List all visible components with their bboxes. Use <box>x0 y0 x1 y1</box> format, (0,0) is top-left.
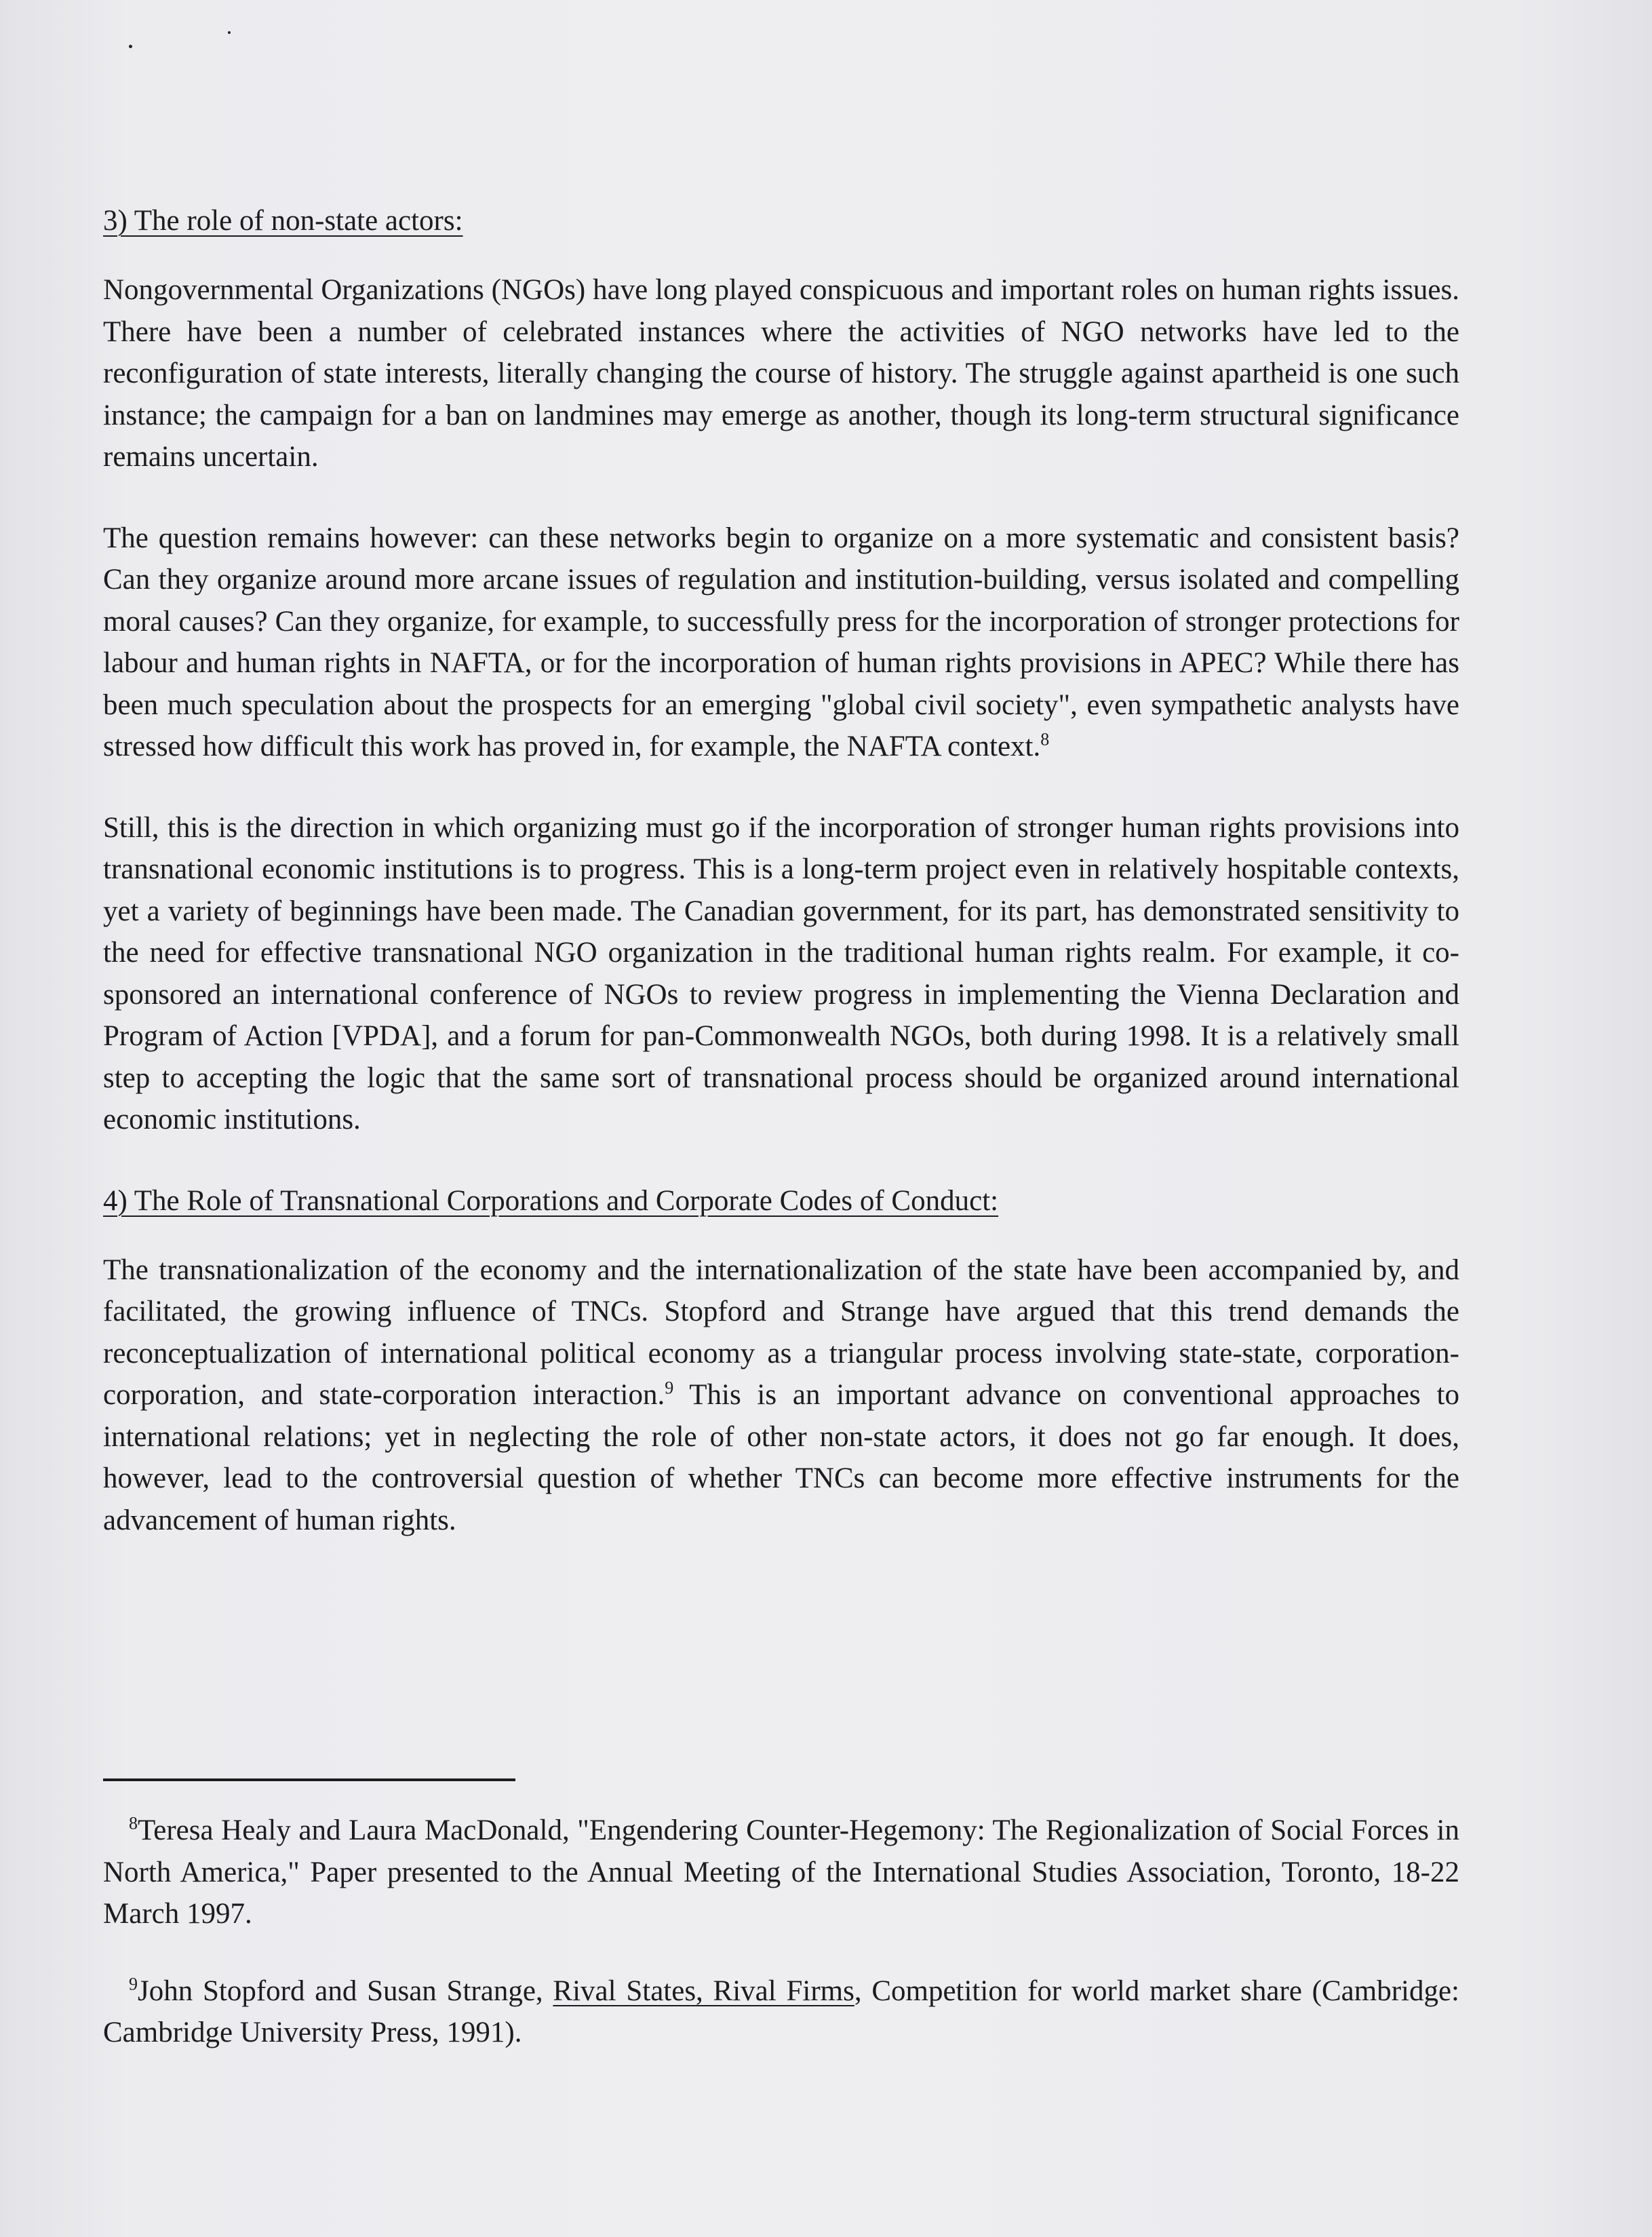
paragraph-text: The question remains however: can these networks begin to organize on a more systematic and consistent basis? Can they organize around more arcane issues of regulation and institution-building, versus isolated and compelling moral causes? Can they organize, for example, to successfully press for the incorporation of stronger protections for labour and human rights in NAFTA, or for the incorporation of human rights provisions in APEC? While there has been much speculation about the prospects for an emerging "global civil society", even sympathetic analysts have stressed how difficult this work has proved in, for example, the NAFTA context. <box>103 522 1459 762</box>
footnote-number: 9 <box>129 1974 138 1994</box>
footnote-text: Teresa Healy and Laura MacDonald, "Engendering Counter-Hegemony: The Regionalization of Social Forces in North America," Paper presented to the Annual Meeting of the International Studies Association, Toronto, 18-22 March 1997. <box>103 1814 1459 1930</box>
book-title: Rival States, Rival Firms <box>553 1975 854 2007</box>
footnote <box>103 1810 1459 1935</box>
section-heading: 3) The role of non-state actors: <box>103 205 463 237</box>
paragraph: Nongovernmental Organizations (NGOs) have long played conspicuous and important roles on human rights issues. There have been a number of celebrated instances where the activities of NGO networks have led to the reconfiguration of state interests, literally changing the course of history. The struggle against apartheid is one such instance; the campaign for a ban on landmines may emerge as another, though its long-term structural significance remains uncertain. <box>103 274 1459 473</box>
footnote-reference: 9 <box>665 1378 674 1398</box>
paragraph-text: This is an important advance on conventional approaches to international relations; yet in neglecting the role of other non-state actors, it does not go far enough. It does, however, lead to the controversial question of whether TNCs can become more effective instruments for the advancement of human rights. <box>103 1379 1459 1536</box>
footnote-text: , Competition for world market share (Cambridge: Cambridge University Press, 1991). <box>103 1975 1459 2048</box>
footnote-text: John Stopford and Susan Strange, <box>138 1975 553 2007</box>
paragraph-text: The transnationalization of the economy and the internationalization of the state have been accompanied by, and facilitated, the growing influence of TNCs. Stopford and Strange have argued that this trend demands the reconceptualization of international political economy as a triangular process involving state-state, corporation-corporation, and state-corporation interaction. <box>103 1253 1459 1411</box>
section-heading: 4) The Role of Transnational Corporations and Corporate Codes of Conduct: <box>103 1184 999 1217</box>
scan-speck <box>129 45 132 48</box>
paragraph <box>103 1249 1459 1542</box>
body-text <box>103 200 1459 1541</box>
footnote <box>103 1970 1459 2054</box>
paragraph <box>103 518 1459 768</box>
footnote-number: 8 <box>129 1813 138 1833</box>
footnote-reference: 8 <box>1040 729 1050 750</box>
footnotes <box>103 1810 1459 2089</box>
scan-speck <box>228 31 231 34</box>
footnote-divider <box>103 1778 515 1781</box>
paragraph: Still, this is the direction in which organizing must go if the incorporation of stronger human rights provisions into transnational economic institutions is to progress. This is a long-term project even in relatively hospitable contexts, yet a variety of beginnings have been made. The Canadian government, for its part, has demonstrated sensitivity to the need for effective transnational NGO organization in the traditional human rights realm. For example, it co-sponsored an international conference of NGOs to review progress in implementing the Vienna Declaration and Program of Action [VPDA], and a forum for pan-Commonwealth NGOs, both during 1998. It is a relatively small step to accepting the logic that the same sort of transnational process should be organized around international economic institutions. <box>103 811 1459 1135</box>
